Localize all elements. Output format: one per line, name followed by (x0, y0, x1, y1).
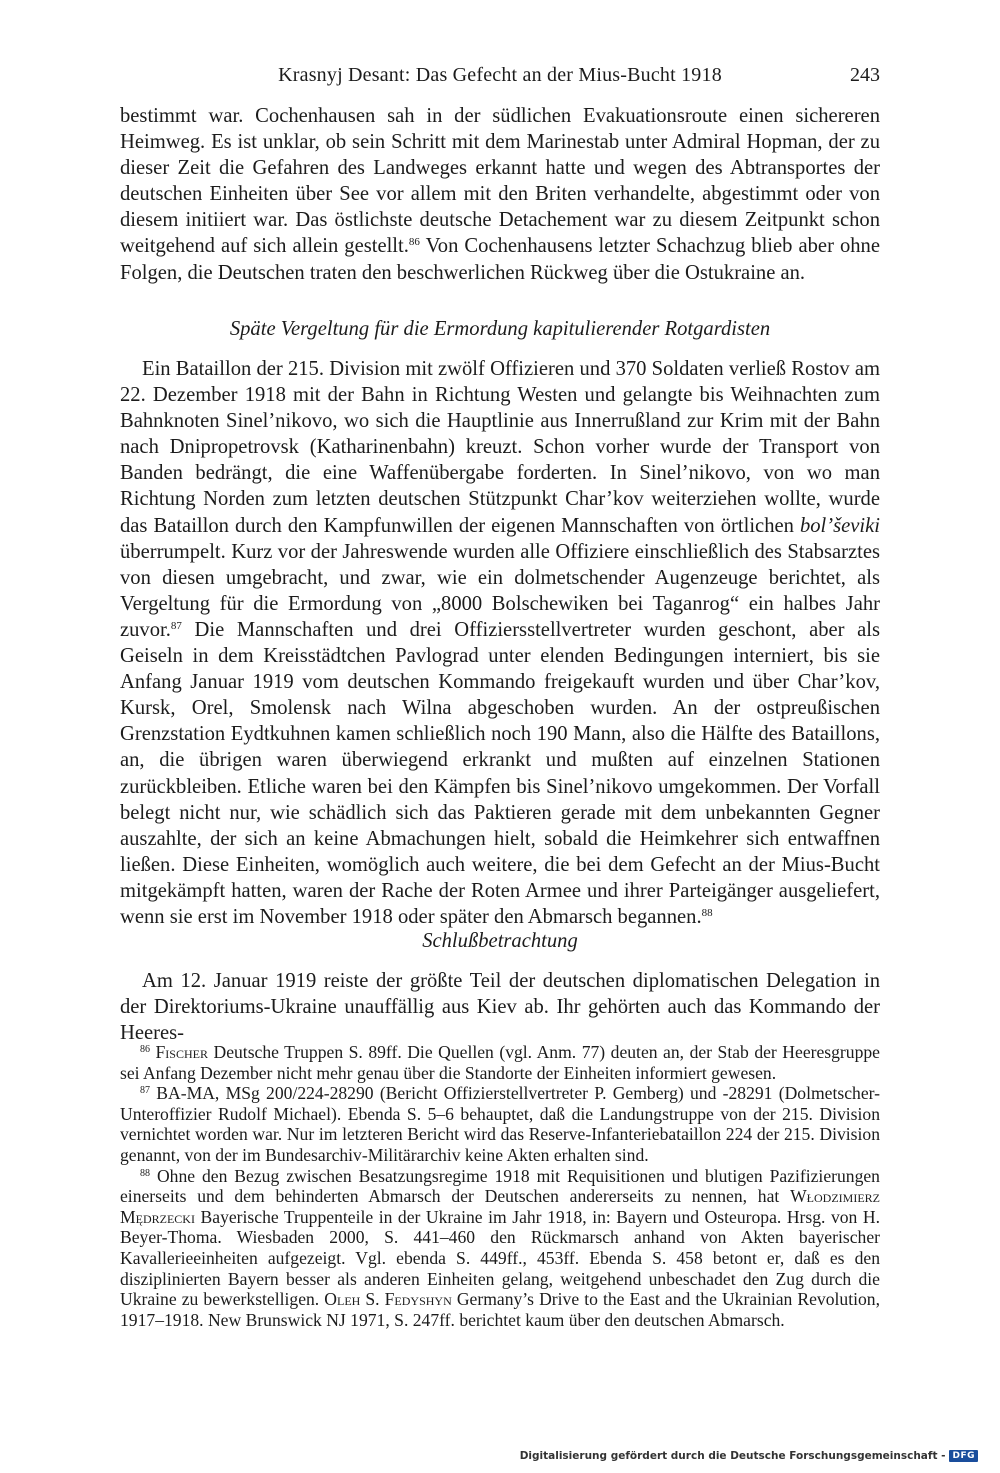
footnote-text: BA-MA, MSg 200/224-28290 (Bericht Offizierstellvertreter P. Gemberg) und -28291 (Dolmetscher-Unteroffizier Rudolf Michael). Ebenda S. 5–6 behauptet, daß die Landungstruppe von der 215. Division vernichtet worden war. Nur im letzteren Bericht wird das Reserve-Infanteriebataillon 224 der 215. Division genannt, von der im Bundesarchiv-Militärarchiv keine Akten erhalten sind. (120, 1083, 880, 1165)
footnotes (120, 1042, 880, 1330)
paragraph-schluss: Am 12. Januar 1919 reiste der größte Teil der deutschen diplomatischen Delegation in der Direktoriums-Ukraine unauffällig aus Kiev ab. Ihr gehörten auch das Kommando der Heeres- (120, 970, 880, 1045)
footnote-88 (120, 1166, 880, 1331)
footnote-ref-88[interactable]: 88 (701, 906, 713, 919)
footnote-ref-86[interactable]: 86 (408, 236, 420, 249)
footnote-ref-87[interactable]: 87 (170, 619, 182, 632)
footnote-87 (120, 1083, 880, 1165)
footnote-author: Fischer (155, 1042, 208, 1062)
footnote-author: Oleh S. Fedyshyn (324, 1289, 452, 1310)
footnote-text: Germany’s Drive to the East and the Ukrainian Revolution, 1917–1918. New Brunswick NJ 1971, S. 247ff. berichtet kaum über den deutschen Abmarsch. (120, 1289, 880, 1330)
footnote-number: 88 (140, 1167, 150, 1179)
footnote-text: Ohne den Bezug zwischen Besatzungsregime 1918 mit Requisitionen und blutigen Pazifizierungen einerseits und dem behinderten Abmarsch der Deutschen andererseits zu nennen, hat (120, 1165, 880, 1207)
footnote-text: Bayerische Truppenteile in der Ukraine im Jahr 1918, in: Bayern und Osteuropa. Hrsg. von H. Beyer-Thoma. Wiesbaden 2000, S. 441–460 den Rückmarsch anhand von Akten bayerischer Kavallerieeinheiten aufgezeigt. Vgl. ebenda S. 449ff., 453ff. Ebenda S. 458 betont er, daß es den disziplinierten Bayern besser als anderen Einheiten gelang, weitgehend unbeschadet den Zug durch die Ukraine zu bewerkstelligen. (120, 1206, 880, 1310)
paragraph-text: bestimmt war. Cochenhausen sah in der südlichen Evakuationsroute einen sichereren Heimweg. Es ist unklar, ob sein Schritt mit dem Marinestab unter Admiral Hopman, der zu dieser Zeit die Gefahren des Landweges erkannt hatte und wegen des Abtransportes der deutschen Einheiten über See vor allem mit den Briten verhandelte, abgestimmt oder von diesem initiiert war. Das östlichste deutsche Detachement war zu diesem Zeitpunkt schon weitgehend auf sich allein gestellt. (120, 105, 880, 258)
dfg-logo: DFG (949, 1450, 978, 1462)
emphasis-term: bol’ševiki (799, 514, 880, 537)
footnote-86 (120, 1042, 880, 1083)
footnote-number: 86 (140, 1044, 150, 1055)
running-title: Krasnyj Desant: Das Gefecht an der Mius-Bucht 1918 (278, 64, 722, 86)
paragraph-text: Von Cochenhausens letzter Schachzug blieb aber ohne Folgen, die Deutschen traten den beschwerlichen Rückweg über die Ostukraine an. (120, 235, 880, 284)
section-heading-vergeltung: Späte Vergeltung für die Ermordung kapitulierender Rotgardisten (229, 318, 771, 340)
paragraph-continuation (120, 103, 880, 286)
paragraph-text: überrumpelt. Kurz vor der Jahreswende wurden alle Offiziere einschließlich des Stabsarztes von diesen umgebracht, und zwar, wie ein dolmetschender Augenzeuge berichtet, als Vergeltung für die Ermordung von „8000 Bolschewiken bei Taganrog“ ein halbes Jahr zuvor. (120, 540, 880, 641)
paragraph-text: Die Mannschaften und drei Offiziersstellvertreter wurden geschont, aber als Geiseln in dem Kreisstädtchen Pavlograd unter elenden Bedingungen interniert, bis sie Anfang Januar 1919 vom deutschen Kommando freigekauft wurden und über Char’kov, Kursk, Orel, Smolensk nach Wilna abgeschoben wurden. An der ostpreußischen Grenzstation Eydtkuhnen kamen schließlich noch 190 Mann, also die Hälfte des Bataillons, an, die übrigen waren überwiegend erkrankt und mußten auf einzelnen Stationen zurückbleiben. Etliche waren bei den Kämpfen bis Sinel’nikovo umgekommen. Der Vorfall belegt nicht nur, wie schädlich sich das Paktieren gerade mit dem unbekannten Gegner auszahlte, der sich an keine Abmachungen hielt, sobald die Heimkehrer sich entwaffnen ließen. Diese Einheiten, womöglich auch weitere, die bei dem Gefecht an der Mius-Bucht mitgekämpft hatten, waren der Rache der Roten Armee und ihrer Parteigänger ausgeliefert, wenn sie erst im November 1918 oder später den Abmarsch begannen. (120, 618, 880, 928)
page-number: 243 (850, 64, 880, 86)
section-heading-schluss: Schlußbetrachtung (422, 930, 578, 952)
footnote-text: Deutsche Truppen S. 89ff. Die Quellen (vgl. Anm. 77) deuten an, der Stab der Heeresgruppe sei Anfang Dezember nicht mehr genau über die Standorte der Einheiten informiert gewesen. (120, 1042, 880, 1083)
digitization-credit (520, 1450, 978, 1462)
footnote-number: 87 (140, 1085, 150, 1097)
paragraph-bataillon (120, 356, 880, 930)
digitization-credit-text: Digitalisierung gefördert durch die Deutsche Forschungsgemeinschaft - (519, 1450, 946, 1462)
footnote-author: Włodzimierz Mędrzecki (120, 1186, 880, 1227)
paragraph-text: Ein Bataillon der 215. Division mit zwölf Offizieren und 370 Soldaten verließ Rostov am 22. Dezember 1918 mit der Bahn in Richtung Westen und gelangte bis Weihnachten zum Bahnknoten Sinel’nikovo, wo sich die Hauptlinie aus Innerrußland zur Krim mit der Bahn nach Dnipropetrovsk (Katharinenbahn) kreuzt. Schon vorher wurde der Transport von Banden bedrängt, die eine Waffenübergabe forderten. In Sinel’nikovo, von wo man Richtung Norden zum letzten deutschen Stützpunkt Char’kov weiterziehen wollte, wurde das Bataillon durch den Kampfunwillen der eigenen Mannschaften von örtlichen (120, 358, 880, 537)
